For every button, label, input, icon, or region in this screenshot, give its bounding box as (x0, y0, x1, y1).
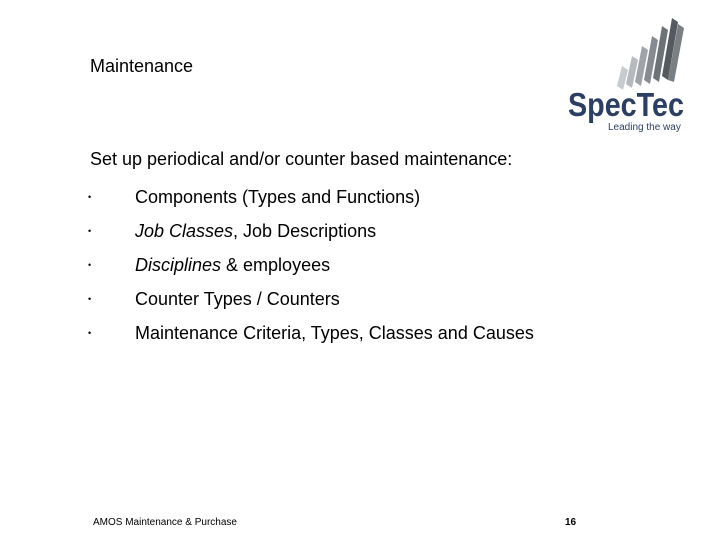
bullet-emphasis: Job Classes (135, 221, 234, 241)
logo-tagline: Leading the way (608, 122, 681, 133)
page-number: 16 (565, 517, 577, 528)
spectec-logo (566, 16, 690, 134)
bullet-icon: • (88, 226, 92, 236)
bullet-text: & employees (221, 255, 331, 275)
bullet-text: Components (Types and Functions) (135, 187, 421, 207)
bullet-icon: • (88, 260, 92, 270)
bullet-text: , Job Descriptions (233, 221, 377, 241)
logo-fan-icon (617, 18, 684, 90)
bullet-emphasis: Disciplines (135, 255, 222, 275)
bullet-text: Maintenance Criteria, Types, Classes and Causes (135, 323, 534, 343)
intro-text: Set up periodical and/or counter based maintenance: (90, 149, 513, 169)
footer-title: AMOS Maintenance & Purchase (93, 517, 237, 528)
bullet-icon: • (88, 192, 92, 202)
bullet-icon: • (88, 328, 92, 338)
logo-wordmark: SpecTec (568, 86, 684, 123)
bullet-icon: • (88, 294, 92, 304)
slide-title: Maintenance (90, 56, 194, 76)
bullet-text: Counter Types / Counters (135, 289, 340, 309)
